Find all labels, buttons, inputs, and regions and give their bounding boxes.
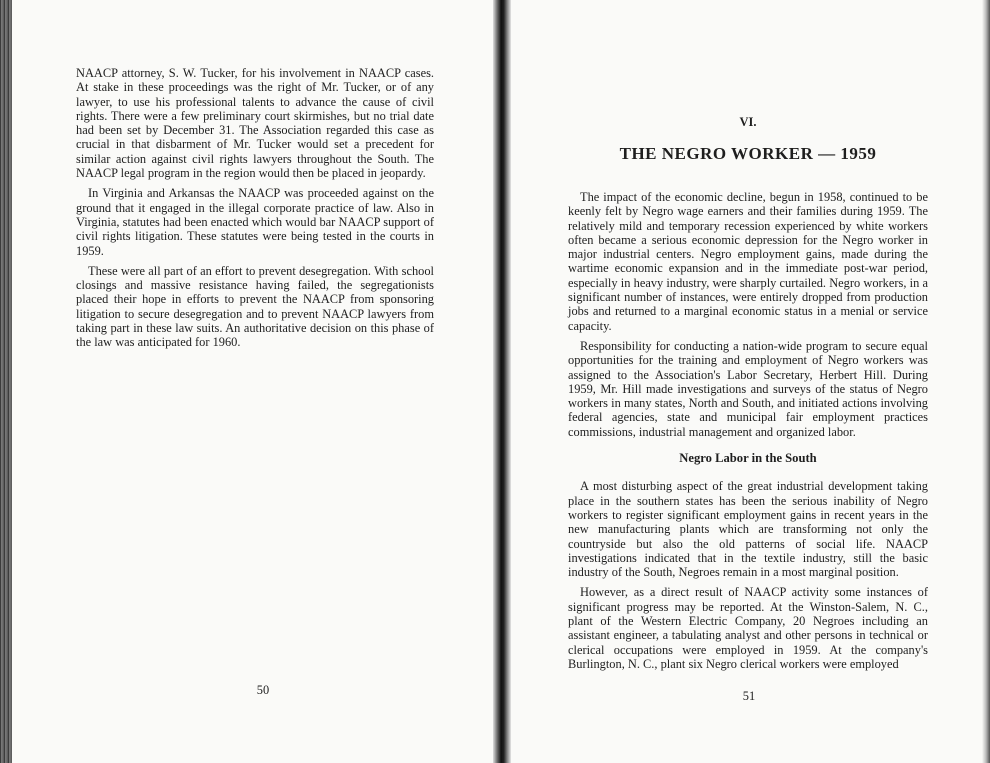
paragraph: Responsibility for conducting a nation-wide program to secure equal opportunities for the training and employment of Negro workers was assigned to the Association's Labor Secretary, Herbert Hill. During 1959, Mr. Hill made investigations and surveys of the status of Negro workers in many states, North and South, and initiated actions involving federal agencies, state and municipal fair employment practices commissions, industrial management and organized labor. <box>568 338 928 439</box>
paragraph: NAACP attorney, S. W. Tucker, for his involvement in NAACP cases. At stake in these proceedings was the right of Mr. Tucker, or of any lawyer, to use his professional talents to advance the cause of civil rights. There were a few preliminary court skirmishes, but no trial date had been set by December 31. The Association regarded this case as crucial in that disbarment of Mr. Tucker would set a precedent for similar action against civil rights lawyers throughout the South. The NAACP legal program in the region would then be placed in jeopardy. <box>76 66 434 181</box>
left-book-edge <box>0 0 12 763</box>
page-number-left: 50 <box>256 683 270 697</box>
chapter-number: VI. <box>739 115 757 129</box>
paragraph: These were all part of an effort to prevent desegregation. With school closings and massive resistance having failed, the segregationists placed their hope in efforts to prevent the NAACP from sponsoring litigation to secure desegregation and to prevent NAACP lawyers from taking part in these law suits. An authoritative decision on this phase of the law was anticipated for 1960. <box>76 263 434 350</box>
right-page-body <box>568 190 928 677</box>
paragraph: A most disturbing aspect of the great industrial development taking place in the southern states has been the serious inability of Negro workers to register significant employment gains in recent years in the new manufacturing plants which are transforming not only the countryside but also the old patterns of social life. NAACP investigations indicated that in the textile industry, still the basic industry of the South, Negroes remain in a most marginal position. <box>568 479 928 580</box>
paragraph: However, as a direct result of NAACP activity some instances of significant progress may be reported. At the Winston-Salem, N. C., plant of the Western Electric Company, 20 Negroes including an assistant engineer, a tabulating analyst and other persons in technical or clerical occupations were employed in 1959. At the company's Burlington, N. C., plant six Negro clerical workers were employed <box>568 585 928 671</box>
page-number-right: 51 <box>742 689 756 703</box>
section-heading: Negro Labor in the South <box>679 451 817 466</box>
right-book-edge <box>982 0 990 763</box>
left-page-body <box>76 66 434 356</box>
chapter-title: THE NEGRO WORKER — 1959 <box>619 144 877 163</box>
book-gutter <box>493 0 511 763</box>
paragraph: In Virginia and Arkansas the NAACP was proceeded against on the ground that it engaged in the illegal corporate practice of law. Also in Virginia, statutes had been enacted which would bar NAACP support of civil rights litigation. These statutes were being tested in the courts in 1959. <box>76 186 434 258</box>
paragraph: The impact of the economic decline, begun in 1958, continued to be keenly felt by Negro wage earners and their families during 1959. The relatively mild and temporary recession experienced by white workers often became a serious economic depression for the Negro worker in major industrial centers. Negro employment gains, made during the wartime economic expansion and in the immediate post-war period, especially in heavy industry, were sharply curtailed. Negro workers, in a significant number of instances, were entirely dropped from production jobs and returned to a marginal economic status in a menial or service capacity. <box>568 190 928 333</box>
